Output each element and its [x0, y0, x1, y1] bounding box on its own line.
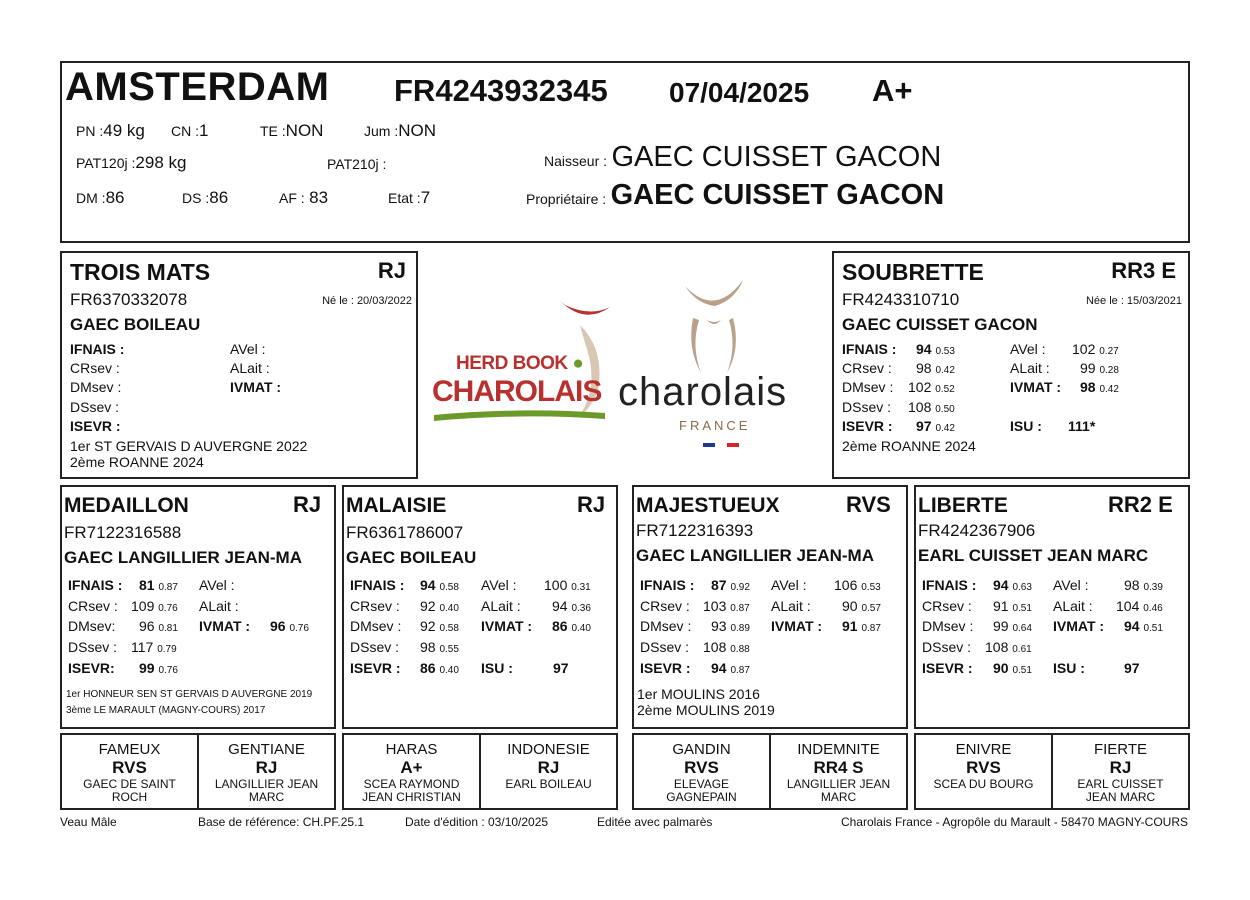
dam-reg: FR4243310710	[842, 290, 960, 309]
dam-ifnais-label: IFNAIS :	[842, 341, 897, 357]
gp1-reg: FR7122316588	[64, 523, 182, 542]
gp1-name: MEDAILLON	[64, 494, 189, 517]
sire-palmares-2: 2ème ROANNE 2024	[70, 454, 204, 470]
dam-owner: GAEC CUISSET GACON	[842, 315, 1038, 334]
gp3-crsev-value: 103 0.87	[703, 598, 750, 614]
ggp-4-code: RJ	[537, 758, 560, 777]
gp3-ifnais-value: 87 0.92	[711, 577, 750, 593]
gp4-ivmat-value: 94 0.51	[1124, 618, 1163, 634]
sire-dssev-label: DSsev :	[70, 399, 120, 415]
pat210-field	[327, 156, 386, 174]
ggp-3-code: A+	[400, 758, 423, 777]
ggp-2-code: RJ	[255, 758, 278, 777]
gp3-ivmat-label: IVMAT :	[771, 618, 823, 634]
gp4-crsev-label: CRsev :	[922, 598, 972, 614]
gp4-owner: EARL CUISSET JEAN MARC	[918, 546, 1149, 565]
gp3-ifnais-label: IFNAIS :	[640, 577, 695, 593]
ggp-3-name: HARAS	[385, 741, 438, 758]
dam-isu-label: ISU :	[1010, 418, 1042, 434]
ggp-8-code: RJ	[1109, 758, 1132, 777]
dam-avel-value: 102 0.27	[1072, 341, 1119, 357]
ggp-5-owner: ELEVAGE GAGNEPAIN	[666, 777, 737, 804]
etat-value: 7	[420, 188, 431, 207]
ggp-1-name: FAMEUX	[98, 741, 161, 758]
ds-label: DS :	[182, 190, 210, 206]
jum-label: Jum :	[364, 123, 399, 139]
gp2-avel-value: 100 0.31	[544, 577, 591, 593]
gp3-owner: GAEC LANGILLIER JEAN-MA	[636, 546, 874, 565]
ggp-5-name: GANDIN	[672, 741, 731, 758]
gp4-code: RR2 E	[1108, 492, 1173, 517]
sire-box	[60, 251, 418, 479]
gp1-palmares-1: 1er HONNEUR SEN ST GERVAIS D AUVERGNE 2019	[66, 689, 313, 700]
sire-ifnais-label: IFNAIS :	[70, 341, 125, 357]
dam-avel-label: AVel :	[1010, 341, 1046, 357]
ggp-8-name: FIERTE	[1093, 741, 1148, 758]
gp4-ivmat-label: IVMAT :	[1053, 618, 1105, 634]
gp3-alait-label: ALait :	[771, 598, 811, 614]
pn-label: PN :	[76, 123, 104, 139]
gp2-avel-label: AVel :	[481, 577, 517, 593]
gp2-isu-label: ISU :	[481, 660, 513, 676]
gp2-ifnais-value: 94 0.58	[420, 577, 459, 593]
dam-dssev-label: DSsev :	[842, 399, 892, 415]
gp4-isu-label: ISU :	[1053, 660, 1085, 676]
te-label: TE :	[260, 123, 286, 139]
sire-name: TROIS MATS	[70, 259, 211, 285]
gp2-isu-value: 97	[553, 660, 569, 676]
pat120-label: PAT120j :	[76, 155, 136, 171]
gp2-reg: FR6361786007	[346, 523, 464, 542]
gp3-avel-value: 106 0.53	[834, 577, 881, 593]
gp1-dssev-label: DSsev :	[68, 639, 118, 655]
gp1-dmsev-label: DMsev:	[68, 618, 116, 634]
naisseur-field	[544, 141, 941, 174]
ggp-4	[481, 735, 616, 808]
dam-name: SOUBRETTE	[842, 259, 984, 285]
footer-edition: Date d'édition : 03/10/2025	[405, 815, 549, 829]
flag-red	[727, 443, 739, 447]
pn-value: 49 kg	[103, 121, 145, 140]
sire-reg: FR6370332078	[70, 290, 188, 309]
jum-field	[364, 121, 436, 141]
gp3-palmares-2: 2ème MOULINS 2019	[637, 702, 775, 718]
gp1-avel-label: AVel :	[199, 577, 235, 593]
herdbook-top: HERD BOOK ●	[456, 353, 584, 374]
sire-crsev-label: CRsev :	[70, 360, 120, 376]
etat-field	[388, 188, 430, 208]
cn-field	[171, 121, 208, 141]
dam-box	[832, 251, 1190, 479]
gp1-owner: GAEC LANGILLIER JEAN-MA	[64, 548, 302, 567]
ds-field	[182, 188, 228, 208]
dam-code: RR3 E	[1111, 258, 1176, 283]
sire-alait-label: ALait :	[230, 360, 270, 376]
dam-ivmat-value: 98 0.42	[1080, 379, 1119, 395]
gp4-isu-value: 97	[1124, 660, 1140, 676]
ggp-2-name: GENTIANE	[228, 741, 305, 758]
dam-dmsev-value: 102 0.52	[908, 379, 955, 395]
ggp-1-owner: GAEC DE SAINT ROCH	[83, 777, 176, 804]
pat210-label: PAT210j :	[327, 156, 387, 172]
gp1-dmsev-value: 96 0.81	[139, 618, 178, 634]
gp2-crsev-label: CRsev :	[350, 598, 400, 614]
gp4-avel-label: AVel :	[1053, 577, 1089, 593]
ggp-6-owner: LANGILLIER JEAN MARC	[786, 777, 891, 804]
pn-field	[76, 121, 145, 141]
gp3-alait-value: 90 0.57	[842, 598, 881, 614]
dam-dssev-value: 108 0.50	[908, 399, 955, 415]
dm-value: 86	[105, 188, 125, 207]
footer-org: Charolais France - Agropôle du Marault - 58470 MAGNY-COURS	[840, 815, 1188, 829]
gp3-isevr-label: ISEVR :	[640, 660, 691, 676]
ggp-2	[199, 735, 334, 808]
gp4-isevr-value: 90 0.51	[993, 660, 1032, 676]
ggp-6-name: INDEMNITE	[797, 741, 880, 758]
gp3-reg: FR7122316393	[636, 521, 754, 540]
gp2-isevr-label: ISEVR :	[350, 660, 401, 676]
gp2-ivmat-label: IVMAT :	[481, 618, 533, 634]
gp4-name: LIBERTE	[918, 494, 1008, 517]
ggp-6	[771, 735, 906, 808]
ggp-4-owner: EARL BOILEAU	[505, 777, 592, 791]
dm-label: DM :	[76, 190, 106, 206]
gp2-isevr-value: 86 0.40	[420, 660, 459, 676]
ggp-4-name: INDONESIE	[507, 741, 590, 758]
gp4-dmsev-label: DMsev :	[922, 618, 974, 634]
ggp-7-name: ENIVRE	[955, 741, 1012, 758]
dam-alait-value: 99 0.28	[1080, 360, 1119, 376]
sire-isevr-label: ISEVR :	[70, 418, 121, 434]
proprietaire-label: Propriétaire :	[526, 191, 607, 207]
sire-born: Né le : 20/03/2022	[322, 295, 412, 307]
cn-value: 1	[199, 121, 209, 140]
gp4-ifnais-value: 94 0.63	[993, 577, 1032, 593]
pat120-value: 298 kg	[135, 153, 187, 172]
gp4-avel-value: 98 0.39	[1124, 577, 1163, 593]
gp3-name: MAJESTUEUX	[636, 494, 780, 517]
dam-ivmat-label: IVMAT :	[1010, 379, 1062, 395]
gp1-alait-label: ALait :	[199, 598, 239, 614]
ggp-pair-1	[60, 733, 336, 810]
gp4-dssev-label: DSsev :	[922, 639, 972, 655]
sire-avel-label: AVel :	[230, 341, 266, 357]
gp2-name: MALAISIE	[346, 494, 447, 517]
sire-dmsev-label: DMsev :	[70, 379, 122, 395]
naisseur-label: Naisseur :	[544, 153, 608, 169]
gp1-isevr-label: ISEVR:	[68, 660, 115, 676]
sire-owner: GAEC BOILEAU	[70, 315, 201, 334]
gp2-alait-label: ALait :	[481, 598, 521, 614]
dam-palmares-1: 2ème ROANNE 2024	[842, 438, 976, 454]
animal-name: AMSTERDAM	[65, 65, 330, 109]
charolais-france-logo	[615, 278, 830, 453]
ggp-5	[634, 735, 771, 808]
gp2-owner: GAEC BOILEAU	[346, 548, 477, 567]
sire-ivmat-label: IVMAT :	[230, 379, 282, 395]
naisseur-value: GAEC CUISSET GACON	[611, 141, 942, 173]
footer-palmares: Editée avec palmarès	[597, 815, 713, 829]
gp1-isevr-value: 99 0.76	[139, 660, 178, 676]
gp3-code: RVS	[846, 492, 891, 517]
cn-label: CN :	[171, 123, 199, 139]
gp4-crsev-value: 91 0.51	[993, 598, 1032, 614]
gp1-code: RJ	[293, 492, 322, 517]
gp2-code: RJ	[577, 492, 606, 517]
dam-isevr-label: ISEVR :	[842, 418, 893, 434]
sire-code: RJ	[377, 258, 406, 283]
gp3-dmsev-label: DMsev :	[640, 618, 692, 634]
gp4-isevr-label: ISEVR :	[922, 660, 973, 676]
jum-value: NON	[398, 121, 437, 140]
gp2-ifnais-label: IFNAIS :	[350, 577, 405, 593]
gp1-crsev-label: CRsev :	[68, 598, 118, 614]
gp1-dssev-value: 117 0.79	[131, 639, 177, 655]
af-field	[279, 188, 328, 208]
proprietaire-value: GAEC CUISSET GACON	[610, 179, 945, 211]
gp1-palmares-2: 3ème LE MARAULT (MAGNY-COURS) 2017	[66, 705, 266, 716]
gp4-dssev-value: 108 0.61	[985, 639, 1032, 655]
gp3-ivmat-value: 91 0.87	[842, 618, 881, 634]
ggp-3-owner: SCEA RAYMOND JEAN CHRISTIAN	[362, 777, 461, 804]
ggp-8	[1053, 735, 1188, 808]
af-value: 83	[309, 188, 329, 207]
gp2-alait-value: 94 0.36	[552, 598, 591, 614]
gp3-palmares-1: 1er MOULINS 2016	[637, 686, 760, 702]
etat-label: Etat :	[388, 190, 421, 206]
gp2-dmsev-label: DMsev :	[350, 618, 402, 634]
ggp-pair-3	[632, 733, 908, 810]
dam-born: Née le : 15/03/2021	[1085, 295, 1182, 307]
herdbook-main: CHAROLAIS	[432, 375, 602, 408]
gp4-dmsev-value: 99 0.64	[993, 618, 1032, 634]
dam-ifnais-value: 94 0.53	[916, 341, 955, 357]
france-word: FRANCE	[679, 418, 751, 433]
gp2-dssev-value: 98 0.55	[420, 639, 459, 655]
dm-field	[76, 188, 124, 208]
flag-blue	[703, 443, 715, 447]
ds-value: 86	[209, 188, 229, 207]
footer-sex: Veau Mâle	[60, 815, 117, 829]
te-field	[260, 121, 323, 141]
dam-crsev-value: 98 0.42	[916, 360, 955, 376]
gp3-crsev-label: CRsev :	[640, 598, 690, 614]
ggp-pair-2	[342, 733, 618, 810]
dam-isu-value: 111*	[1068, 418, 1096, 434]
gp3-dmsev-value: 93 0.89	[711, 618, 750, 634]
gp1-ivmat-value: 96 0.76	[270, 618, 309, 634]
ggp-1-code: RVS	[112, 758, 147, 777]
gp4-ifnais-label: IFNAIS :	[922, 577, 977, 593]
ggp-3	[344, 735, 481, 808]
gp2-dmsev-value: 92 0.58	[420, 618, 459, 634]
gp2-dssev-label: DSsev :	[350, 639, 400, 655]
dam-crsev-label: CRsev :	[842, 360, 892, 376]
herdbook-logo	[430, 295, 620, 425]
proprietaire-field	[526, 179, 944, 212]
gp3-isevr-value: 94 0.87	[711, 660, 750, 676]
ggp-pair-4	[914, 733, 1190, 810]
gp2-ivmat-value: 86 0.40	[552, 618, 591, 634]
gp3-avel-label: AVel :	[771, 577, 807, 593]
gp1-crsev-value: 109 0.76	[131, 598, 178, 614]
ggp-2-owner: LANGILLIER JEAN MARC	[214, 777, 319, 804]
ggp-7-owner: SCEA DU BOURG	[933, 777, 1034, 791]
gp3-dssev-label: DSsev :	[640, 639, 690, 655]
header-box	[60, 61, 1190, 243]
sire-palmares-1: 1er ST GERVAIS D AUVERGNE 2022	[70, 438, 308, 454]
gp4-reg: FR4242367906	[918, 521, 1036, 540]
footer-base: Base de référence: CH.PF.25.1	[198, 815, 365, 829]
gp2-crsev-value: 92 0.40	[420, 598, 459, 614]
gp3-dssev-value: 108 0.88	[703, 639, 750, 655]
ggp-8-owner: EARL CUISSET JEAN MARC	[1077, 777, 1164, 804]
ggp-7	[916, 735, 1053, 808]
charolais-word: charolais	[618, 370, 788, 414]
gp1-ifnais-label: IFNAIS :	[68, 577, 123, 593]
gp1-ivmat-label: IVMAT :	[199, 618, 251, 634]
ggp-6-code: RR4 S	[813, 758, 864, 777]
gp4-alait-value: 104 0.46	[1116, 598, 1163, 614]
dam-alait-label: ALait :	[1010, 360, 1050, 376]
ggp-1	[62, 735, 199, 808]
dam-isevr-value: 97 0.42	[916, 418, 955, 434]
af-label: AF :	[279, 190, 305, 206]
gp1-ifnais-value: 81 0.87	[139, 577, 178, 593]
te-value: NON	[285, 121, 324, 140]
animal-grade: A+	[872, 73, 913, 108]
animal-date: 07/04/2025	[669, 77, 810, 108]
ggp-7-code: RVS	[966, 758, 1001, 777]
gp4-alait-label: ALait :	[1053, 598, 1093, 614]
pat120-field	[76, 153, 186, 173]
animal-reg: FR4243932345	[394, 73, 608, 108]
ggp-5-code: RVS	[684, 758, 719, 777]
dam-dmsev-label: DMsev :	[842, 379, 894, 395]
